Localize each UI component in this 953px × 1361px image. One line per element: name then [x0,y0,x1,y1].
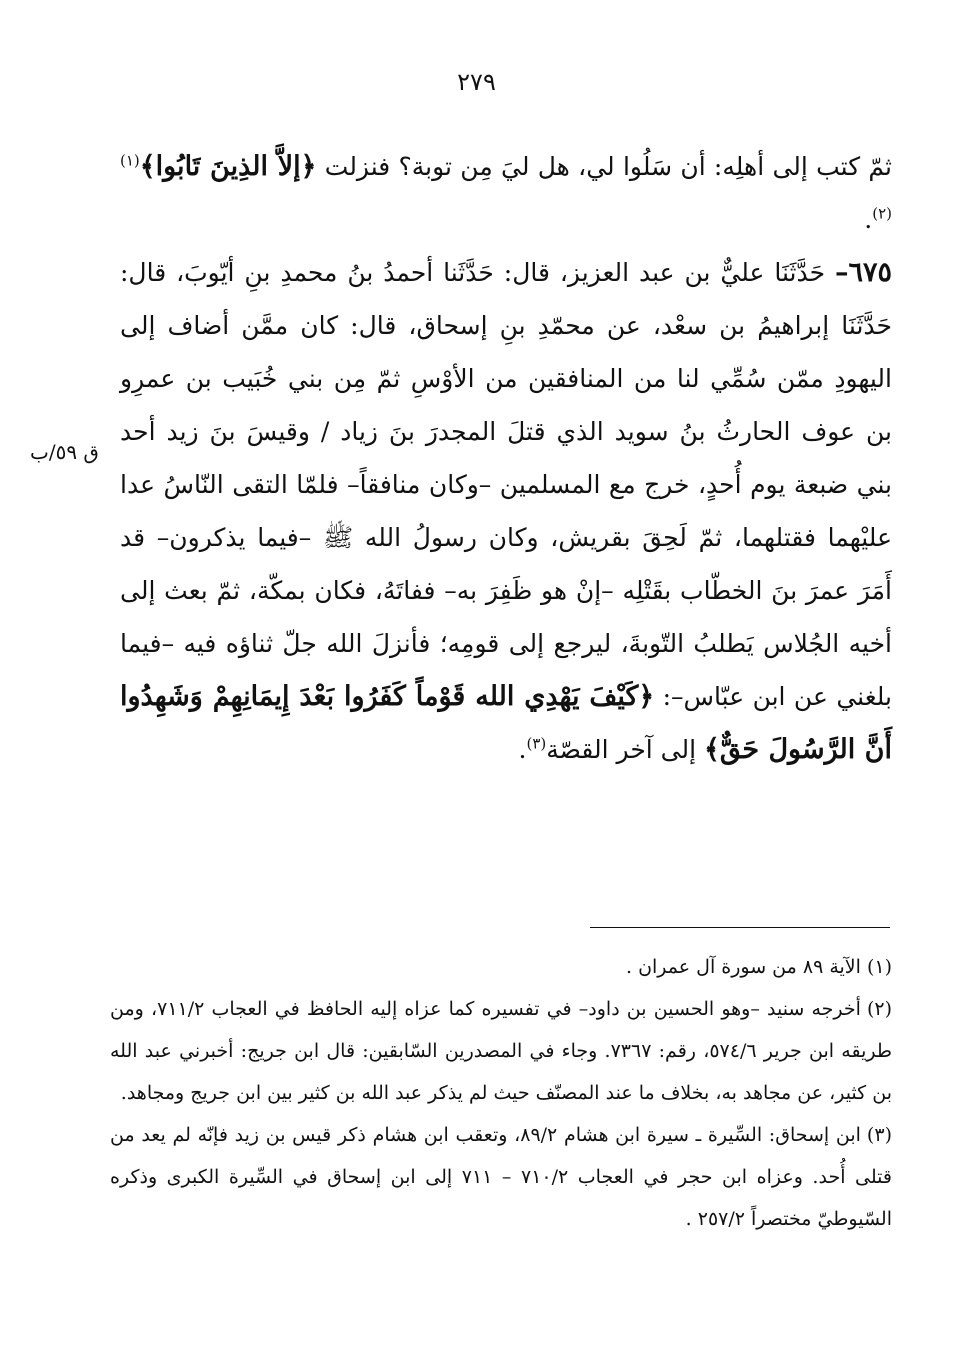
quran-quote: ﴿كَيْفَ يَهْدِي الله قَوْماً كَفَرُوا بَعْدَ إِيمَانِهِمْ وَشَهِدُوا أَنَّ الرَّسُولَ حَقٌّ﴾ [120,681,892,765]
footnote-ref: (١) (٢) [120,151,892,223]
paragraph1-text: ثمّ كتب إلى أهلِه: أن سَلُوا لي، هل ليَ مِن توبة؟ فنزلت [316,152,893,181]
manuscript-folio-note: ق ٥٩/ب [30,440,99,464]
main-text [120,140,892,776]
footnote-label: (١) [866,956,892,978]
footnote-item [110,1114,892,1240]
footnote-item [110,988,892,1114]
paragraph2-end: . [518,735,527,764]
footnote-text: أخرجه سنيد –وهو الحسين بن داود– في تفسيره كما عزاه إليه الحافظ في العجاب ٧١١/٢، ومن طريقه ابن جرير ٥٧٤/٦، رقم: ٧٣٦٧. وجاء في المصدرين السّابقين: قال ابن جريج: أخبرني عبد الله بن كثير، عن مجاهد به، بخلاف ما عند المصنّف حيث لم يذكر عبد الله بن كثير بين ابن جريج ومجاهد. [110,998,893,1104]
footnote-text: الآية ٨٩ من سورة آل عمران . [626,956,861,978]
quran-quote: ﴿إلاَّ الذِينَ تَابُوا﴾ [139,151,317,182]
paragraph-continuation [120,140,892,246]
hadith-number: ٦٧٥– [834,257,892,288]
footnote-divider [590,927,890,928]
footnotes [110,946,892,1240]
page-number: ٢٧٩ [457,68,496,96]
hadith-text-part1: حَدَّثَنَا عليٌّ بن عبد العزيز، قال: حَدَّثَنا أحمدُ بنُ محمدِ بنِ أيّوبَ، قال: حَدَّثَنَا إبراهيمُ بن سعْد، عن محمّدِ بنِ إسحاق، قال: كان ممَّن أضاف إلى اليهودِ ممّن سُمِّي لنا من المنافقين من الأوْسِ ثمّ مِن بني خُبَيب بن عمرِو بن عوف الحارثُ بنُ سويد الذي قتلَ المجدرَ بنَ زياد / وقيسَ بنَ زيد أحد بني ضبعة يوم أُحدٍ، خرج مع المسلمين –وكان منافقاً– فلمّا التقى النّاسُ عدا عليْهما فقتلهما، ثمّ لَحِقَ بقريش، وكان رسولُ الله ﷺ –فيما يذكرون– قد أَمَرَ عمرَ بنَ الخطّاب بقَتْلِه –إنْ هو ظَفِرَ به– ففاتَهُ، فكان بمكّة، ثمّ بعث إلى أخيه الجُلاس يَطلبُ التّوبةَ، ليرجع إلى قومِه؛ فأنزلَ الله جلّ ثناؤه فيه –فيما بلغني عن ابن عبّاس–: [120,258,892,711]
hadith-paragraph [120,246,892,776]
footnote-label: (٢) [866,998,892,1020]
footnote-item [110,946,892,988]
paragraph1-end: . [864,205,873,234]
footnote-text: ابن إسحاق: السِّيرة ـ سيرة ابن هشام ٨٩/٢، وتعقب ابن هشام ذكر قيس بن زيد فإنّه لم يعد من قتلى أُحد. وعزاه ابن حجر في العجاب ٧١٠/٢ – ٧١١ إلى ابن إسحاق في السِّيرة الكبرى وذكره السّيوطيّ مختصراً ٢٥٧/٢ . [110,1124,892,1230]
footnote-label: (٣) [866,1124,892,1146]
hadith-text-part2: إلى آخر القصّة [546,735,705,764]
footnote-ref: (٣) [526,734,547,753]
